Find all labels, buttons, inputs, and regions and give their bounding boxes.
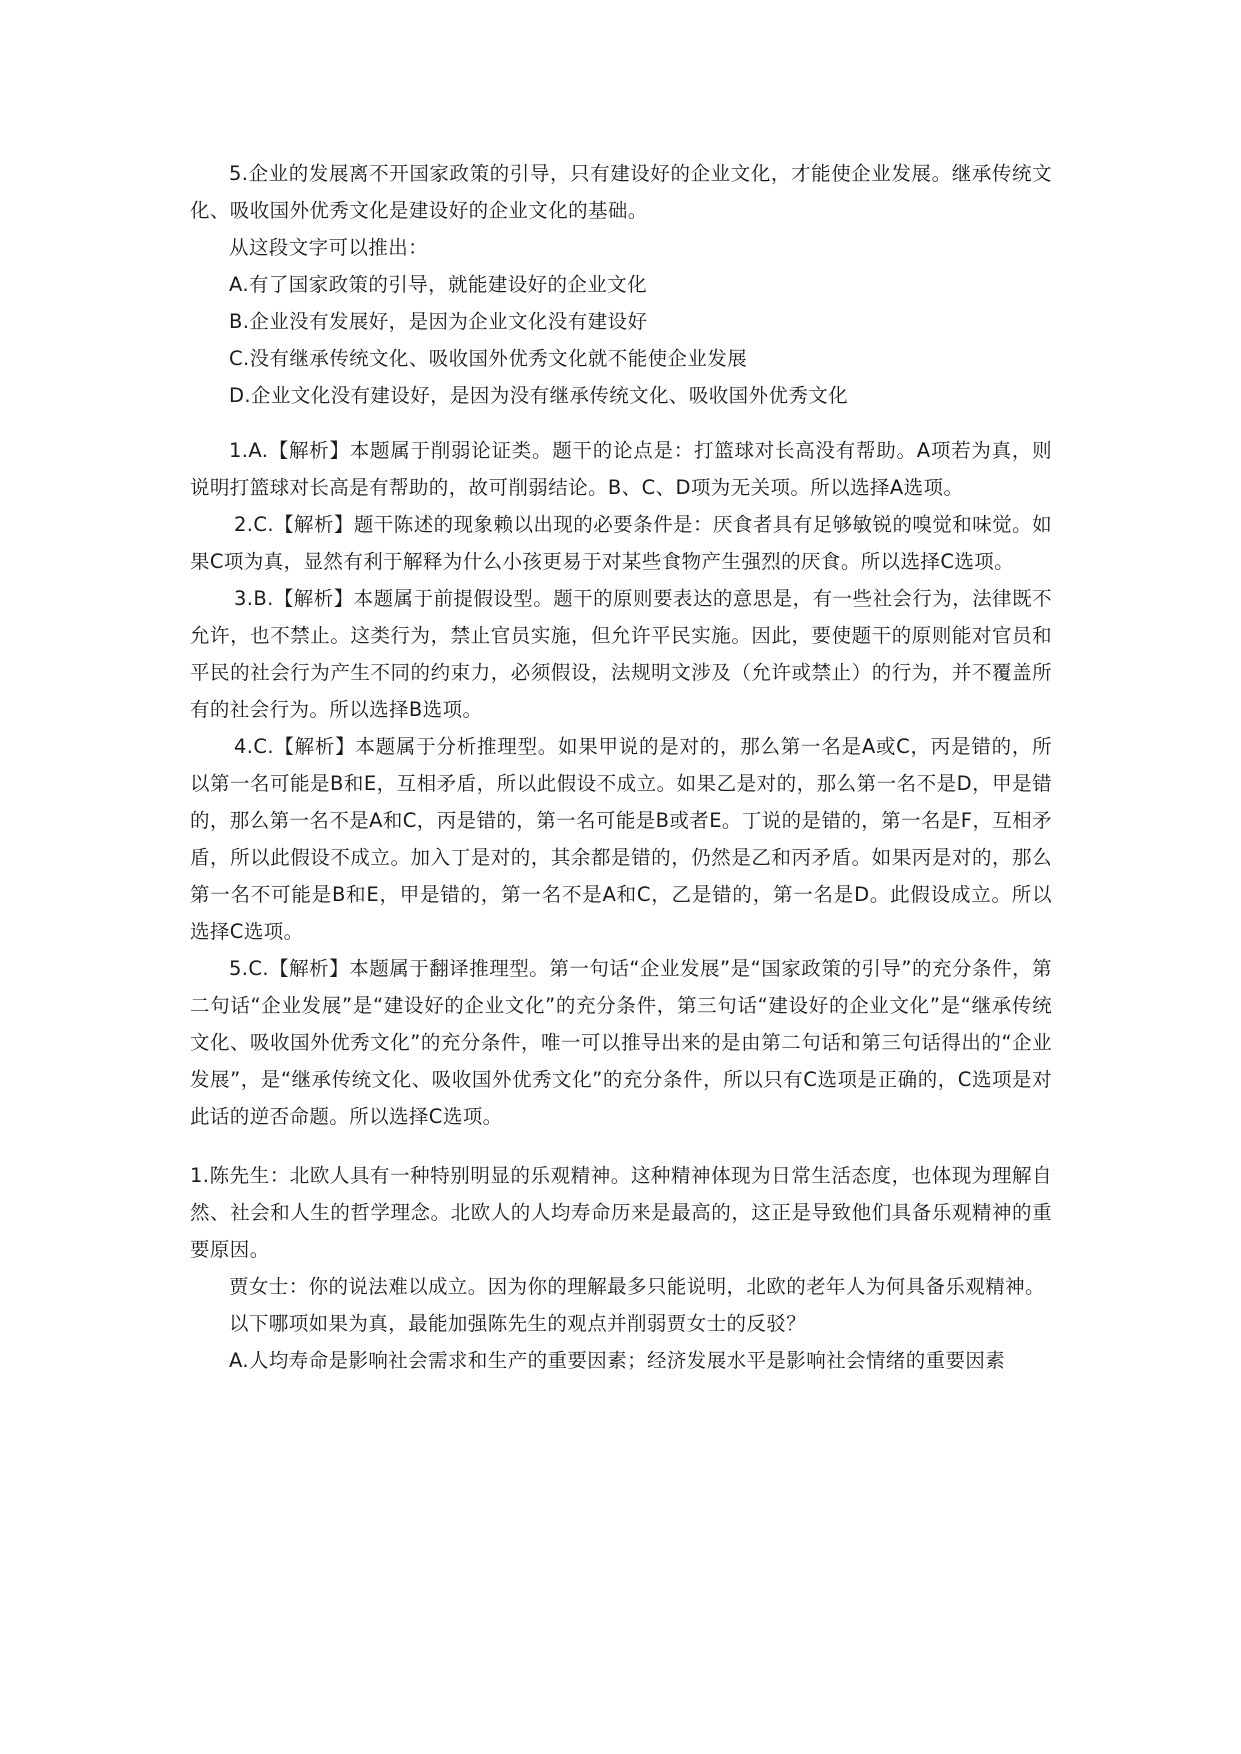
answer-2-explanation: 2.C.【解析】题干陈述的现象赖以出现的必要条件是：厌食者具有足够敏锐的嗅觉和味觉。如果C项为真，显然有利于解释为什么小孩更易于对某些食物产生强烈的厌食。所以选择C选项。	[190, 513, 1052, 573]
answer-3-explanation: 3.B.【解析】本题属于前提假设型。题干的原则要表达的意思是，有一些社会行为，法律既不允许，也不禁止。这类行为，禁止官员实施，但允许平民实施。因此，要使题干的原则能对官员和平民的社会行为产生不同的约束力，必须假设，法规明文涉及（允许或禁止）的行为，并不覆盖所有的社会行为。所以选择B选项。	[190, 587, 1052, 721]
question-5-option-c: C.没有继承传统文化、吸收国外优秀文化就不能使企业发展	[229, 347, 748, 370]
question-1-stem: 1.陈先生：北欧人具有一种特别明显的乐观精神。这种精神体现为日常生活态度，也体现为理解自然、社会和人生的哲学理念。北欧人的人均寿命历来是最高的，这正是导致他们具备乐观精神的重要原因。	[190, 1164, 1052, 1261]
question-5-option-b: B.企业没有发展好，是因为企业文化没有建设好	[229, 310, 648, 333]
question-5-option-a: A.有了国家政策的引导，就能建设好的企业文化	[229, 273, 647, 296]
answer-4-explanation: 4.C.【解析】本题属于分析推理型。如果甲说的是对的，那么第一名是A或C，丙是错的，所以第一名可能是B和E，互相矛盾，所以此假设不成立。如果乙是对的，那么第一名不是D，甲是错的，那么第一名不是A和C，丙是错的，第一名可能是B或者E。丁说的是错的，第一名是F，互相矛盾，所以此假设不成立。加入丁是对的，其余都是错的，仍然是乙和丙矛盾。如果丙是对的，那么第一名不可能是B和E，甲是错的，第一名不是A和C，乙是错的，第一名是D。此假设成立。所以选择C选项。	[190, 735, 1052, 943]
document-page	[190, 155, 1052, 1379]
question-1-rebuttal: 贾女士：你的说法难以成立。因为你的理解最多只能说明，北欧的老年人为何具备乐观精神。	[229, 1275, 1045, 1298]
spacer	[190, 414, 1052, 432]
question-5-prompt: 从这段文字可以推出：	[229, 236, 429, 259]
answer-1-explanation: 1.A.【解析】本题属于削弱论证类。题干的论点是：打篮球对长高没有帮助。A项若为真，则说明打篮球对长高是有帮助的，故可削弱结论。B、C、D项为无关项。所以选择A选项。	[190, 439, 1052, 499]
question-5-option-d: D.企业文化没有建设好，是因为没有继承传统文化、吸收国外优秀文化	[229, 384, 849, 407]
answer-5-explanation: 5.C.【解析】本题属于翻译推理型。第一句话“企业发展”是“国家政策的引导”的充分条件，第二句话“企业发展”是“建设好的企业文化”的充分条件，第三句话“建设好的企业文化”是“继承传统文化、吸收国外优秀文化”的充分条件，唯一可以推导出来的是由第二句话和第三句话得出的“企业发展”，是“继承传统文化、吸收国外优秀文化”的充分条件，所以只有C选项是正确的，C选项是对此话的逆否命题。所以选择C选项。	[190, 957, 1052, 1128]
question-5-stem: 5.企业的发展离不开国家政策的引导，只有建设好的企业文化，才能使企业发展。继承传统文化、吸收国外优秀文化是建设好的企业文化的基础。	[190, 162, 1052, 222]
question-1-option-a: A.人均寿命是影响社会需求和生产的重要因素；经济发展水平是影响社会情绪的重要因素	[229, 1349, 1006, 1372]
question-1-prompt: 以下哪项如果为真，最能加强陈先生的观点并削弱贾女士的反驳？	[229, 1312, 807, 1335]
spacer	[190, 1135, 1052, 1157]
